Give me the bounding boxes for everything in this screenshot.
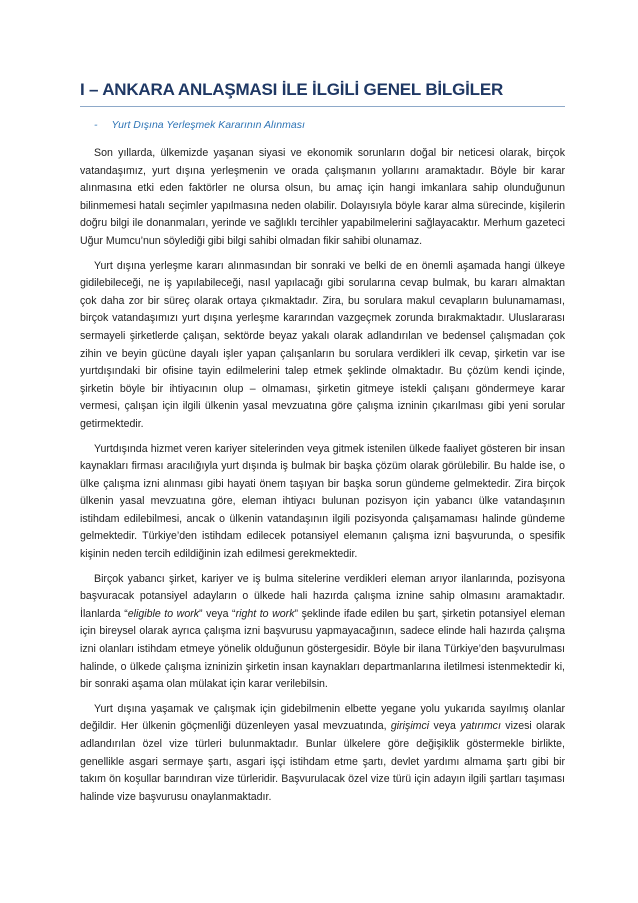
paragraph-1: Son yıllarda, ülkemizde yaşanan siyasi ve ekonomik sorunların doğal bir neticesi olarak, birçok vatandaşımız, yurt dışına yerleşmenin ve orada çalışmanın yollarını aramaktadır. Böyle bir karar alınmasına etki eden faktörler ne olursa olsun, bu amaç için hangi imkanlara sahip olunduğunun bilinmemesi hatalı seçimler yapılmasına neden olabilir. Dolayısıyla böyle karar alma sürecinde, kişilerin doğru bilgi ile donanmaları, yerinde ve sağlıklı tercihler yapabilmelerini sağlayacaktır. Merhum gazeteci Uğur Mumcu’nun söylediği gibi bilgi sahibi olmadan fikir sahibi olunamaz.	[80, 147, 565, 247]
paragraph-3: Yurtdışında hizmet veren kariyer sitelerinden veya gitmek istenilen ülkede faaliyet gösteren bir insan kaynakları firması aracılığıyla yurt dışında iş bulmak bir başka çözüm olarak görülebilir. Bu halde ise, o ülke çalışma izni alınması gibi hayati önem taşıyan bir başka sorun gündeme gelmektedir. Zira birçok ülkenin yasal mevzuatına göre, eleman ihtiyacı bulunan pozisyon için yabancı ülke vatandaşının istihdam edilebilmesi, ancak o ülkenin vatandaşının ilgili pozisyonda çalışamaması halinde gündeme gelmektedir. Türkiye’den istihdam edilecek potansiyel elemanın çalışma izni başvurunda, o spesifik kişinin neden tercih edildiğinin izah edilmesi gerekmektedir.	[80, 442, 565, 561]
subtitle-text: Yurt Dışına Yerleşmek Kararının Alınması	[111, 119, 305, 131]
paragraph-4-text-c: ” şeklinde ifade edilen bu şart, şirketin potansiyel eleman için bireysel olarak ayrıca çalışma izni başvurusu yapmayacağının, sadece elinde hali hazırda çalışma izni olanları istihdam etmeye yönelik olduğunun göstergesidir. Böyle bir ilana Türkiye’den başvurulması halinde, o ülkede çalışma izninizin şirketin insan kaynakları departmanlarına iletilmesi istenmektedir ki, bir sonraki aşama olan mülakat için karar verilebilsin.	[80, 607, 565, 691]
eligible-to-work-term: eligible to work	[127, 607, 200, 620]
paragraph-5-text-c: vizesi olarak adlandırılan özel vize türleri bulunmaktadır. Bunlar ülkelere göre değişiklik göstermekle birlikte, genellikle asgari sermaye şartı, asgari işçi istihdam etme şartı, devlet yardımı almama şartı gibi bir takım ön koşullar barındıran vize türleridir. Başvurulacak özel vize türü için adayın ilgili şartları taşıması halinde vize başvurusu onaylanmaktadır.	[80, 720, 566, 803]
paragraph-5	[80, 701, 565, 807]
subtitle-bullet: -	[94, 119, 98, 131]
girisimci-term: girişimci	[390, 720, 430, 733]
page-title: I – ANKARA ANLAŞMASI İLE İLGİLİ GENEL BİLGİLER	[80, 80, 565, 107]
paragraph-2: Yurt dışına yerleşme kararı alınmasından bir sonraki ve belki de en önemli aşamada hangi ülkeye gidilebileceği, ne iş yapılabileceği, nasıl yapılacağı gibi sorularına cevap bulmak, bu kararı almaktan çok daha zor bir süreç olarak ortaya çıkmaktadır. Zira, bu sorulara makul cevapların bulunamaması, birçok vatandaşımızı yurt dışına yerleşme kararından vazgeçmek zorunda bırakmaktadır. Uluslararası sermayeli şirketlerde çalışan, sektörde beyaz yakalı olarak adlandırılan ve bedensel çalışmadan çok zihin ve beyin gücüne dayalı işler yapan çalışanların bu sorulara verdikleri ilk cevap, şirketin var ise yurtdışındaki bir ofisine tayin edilmelerini talep etmek şeklinde olmaktadır. Bu çözüm kendi içinde, şirketin böyle bir ihtiyacının olup – olmaması, şirketin gitmeye istekli çalışanı göndermeye karar vermesi, çalışan için ilgili ülkenin yasal mevzuatına göre çalışma izninin çıkarılması gibi yeni sorular getirmektedir.	[80, 259, 565, 430]
paragraph-5-text-a: Yurt dışına yaşamak ve çalışmak için gidebilmenin elbette yegane yolu yukarıda sayılmış olanlar değildir. Her ülkenin göçmenliği düzenleyen yasal mevzuatında,	[80, 702, 565, 733]
section-subtitle	[94, 119, 565, 131]
paragraph-5-text-b: veya	[429, 720, 461, 733]
paragraph-4-text-a: Birçok yabancı şirket, kariyer ve iş bulma sitelerine verdikleri eleman arıyor ilanlarında, pozisyona başvuracak potansiyel adayların o ülkede hali hazırda çalışma iznine sahip olmasını aramaktadır. İlanlarda “	[80, 572, 565, 620]
yatirimci-term: yatırımcı	[460, 720, 501, 733]
paragraph-4	[80, 571, 565, 694]
right-to-work-term: right to work	[235, 607, 295, 620]
paragraph-4-text-b: ” veya “	[199, 607, 236, 620]
